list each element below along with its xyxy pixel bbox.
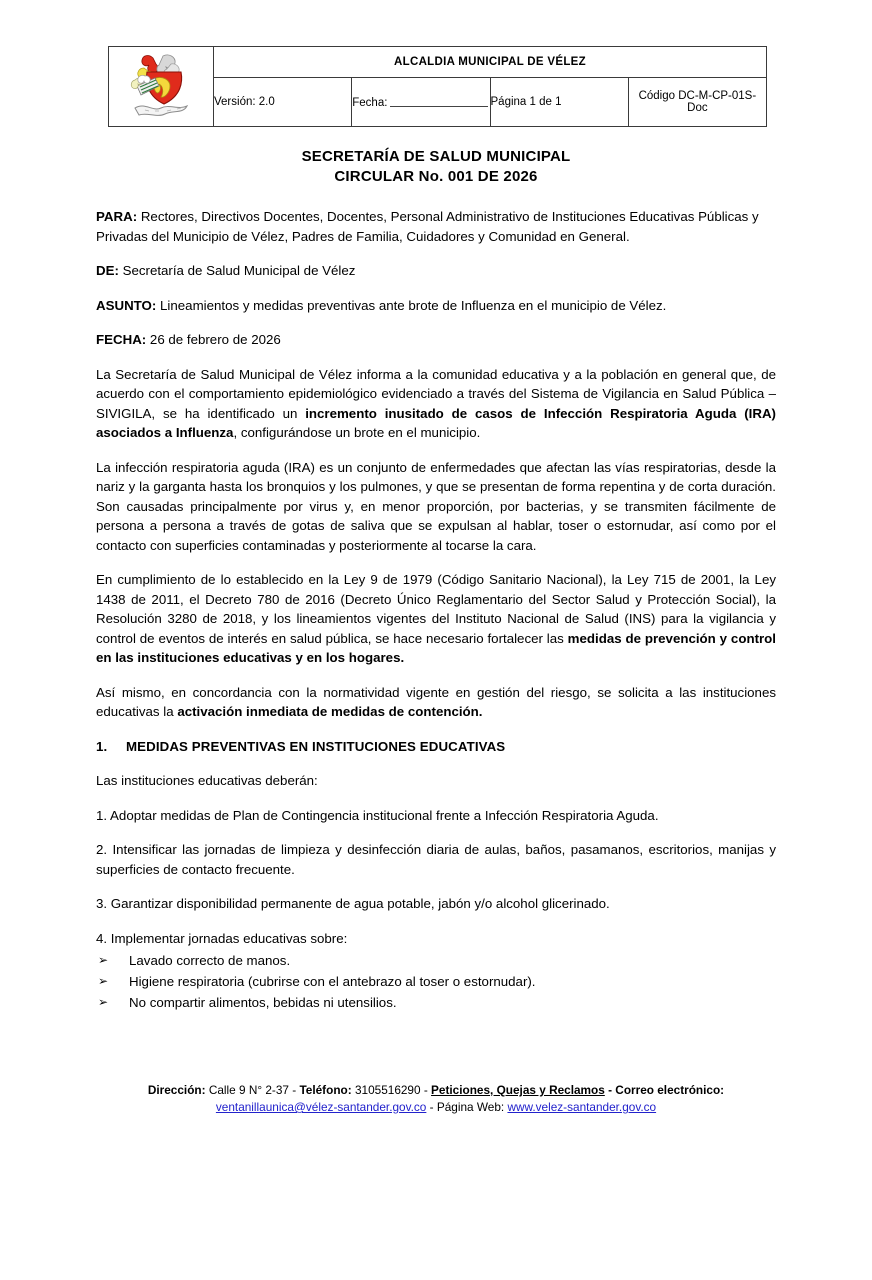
measure-item-1: 1. Adoptar medidas de Plan de Contingencia institucional frente a Infección Respiratoria Aguda. — [96, 807, 659, 823]
paragraph-outbreak-part1: La Secretaría de Salud Municipal de Vélez informa a la comunidad educativa y a la población en general que, de acuerdo con el comportamiento epidemiológico evidenciado a través del Sistema de Vigilancia en Salud Pública – SIVIGILA, se ha identificado un — [96, 366, 776, 421]
field-de — [96, 261, 776, 281]
document-body — [96, 207, 776, 1013]
version-cell: Versión: 2.0 — [214, 78, 352, 127]
section-1-number: 1. — [96, 738, 108, 754]
list-item — [96, 971, 776, 992]
field-asunto-label: ASUNTO: — [96, 297, 157, 313]
list-item — [96, 950, 776, 971]
field-asunto-value: Lineamientos y medidas preventivas ante brote de Influenza en el municipio de Vélez. — [156, 297, 667, 313]
footer-telefono-value: 3105516290 - — [351, 1083, 432, 1097]
list-item-label: No compartir alimentos, bebidas ni utensilios. — [129, 995, 397, 1010]
field-de-label: DE: — [96, 263, 119, 278]
field-asunto — [96, 296, 776, 316]
section-1-intro: Las instituciones educativas deberán: — [96, 773, 318, 788]
footer-separator: - — [426, 1100, 437, 1114]
measure-item-2: 2. Intensificar las jornadas de limpieza y desinfección diaria de aulas, baños, pasamanos, escritorios, manijas y superficies de contacto frecuente. — [96, 842, 776, 877]
fecha-blank-line[interactable] — [390, 95, 488, 107]
footer-website-link[interactable]: www.velez-santander.gov.co — [507, 1100, 657, 1114]
paragraph-ira-definition: La infección respiratoria aguda (IRA) es un conjunto de enfermedades que afectan las vías respiratorias, desde la nariz y la garganta hasta los bronquios y los pulmones, y que se presentan de forma repentina y de corta duración. Son causadas principalmente por virus y, en menor proporción, por bacterias, y se transmiten fácilmente de persona a persona a través de gotas de saliva que se expulsan al hablar, toser o estornudar, así como por el contacto con superficies contaminadas y posteriormente al tocarse la cara. — [96, 459, 776, 553]
section-1-heading — [96, 737, 776, 757]
paragraph-containment-part1: Así mismo, en concordancia con la normatividad vigente en gestión del riesgo, se solicita a las instituciones educativas la — [96, 684, 776, 719]
footer-pqr-link[interactable]: Peticiones, Quejas y Reclamos — [431, 1083, 605, 1097]
arrow-bullet-icon: ➢ — [98, 974, 109, 988]
list-item-label: Higiene respiratoria (cubrirse con el antebrazo al toser o estornudar). — [129, 974, 536, 989]
pagina-cell: Página 1 de 1 — [490, 78, 628, 127]
paragraph-outbreak — [96, 365, 776, 443]
paragraph-legal-part1: En cumplimiento de lo establecido en la Ley 9 de 1979 (Código Sanitario Nacional), la Ley 715 de 2001, la Ley 1438 de 2011, el Decreto 780 de 2016 (Decreto Único Reglamentario del Sector Salud y Protección Social), la Resolución 3280 de 2018, y los lineamientos vigentes del Instituto Nacional de Salud (INS) para la vigilancia y control de eventos de interés en salud pública, se hace necesario fortalecer las — [96, 572, 776, 646]
field-de-value: Secretaría de Salud Municipal de Vélez — [118, 263, 356, 278]
paragraph-legal-emphasis: medidas de prevención y control en las instituciones educativas y en los hogares. — [96, 630, 776, 665]
footer-correo-label: - Correo electrónico: — [604, 1083, 725, 1097]
arrow-bullet-icon: ➢ — [98, 953, 109, 967]
fecha-cell — [352, 78, 490, 127]
footer-line-1 — [96, 1082, 776, 1099]
document-footer — [96, 1082, 776, 1116]
arrow-bullet-icon: ➢ — [98, 995, 109, 1009]
page-title — [96, 147, 776, 187]
crest-logo-cell — [109, 47, 214, 127]
page-title-line1: SECRETARÍA DE SALUD MUNICIPAL — [301, 148, 571, 165]
field-para-label: PARA: — [96, 209, 138, 224]
measure-item-3: 3. Garantizar disponibilidad permanente de agua potable, jabón y/o alcohol glicerinado. — [96, 896, 610, 911]
footer-web-label: Página Web: — [436, 1100, 508, 1114]
field-para-value: Rectores, Directivos Docentes, Docentes, Personal Administrativo de Instituciones Educativas Públicas y Privadas del Municipio de Vélez, Padres de Familia, Cuidadores y Comunidad en General. — [96, 209, 759, 244]
footer-direccion-value: Calle 9 N° 2-37 - — [205, 1083, 300, 1097]
field-fecha — [96, 330, 776, 350]
field-fecha-label: FECHA: — [96, 332, 147, 347]
coat-of-arms-icon — [109, 52, 213, 122]
education-topics-list — [96, 950, 776, 1013]
field-para — [96, 207, 776, 246]
footer-direccion-label: Dirección: — [147, 1083, 206, 1097]
page-title-line2: CIRCULAR No. 001 DE 2026 — [334, 168, 538, 185]
paragraph-legal-framework — [96, 570, 776, 668]
fecha-label: Fecha: — [352, 97, 388, 109]
footer-email-link[interactable]: ventanillaunica@vélez-santander.gov.co — [215, 1100, 427, 1114]
footer-telefono-label: Teléfono: — [299, 1083, 352, 1097]
measure-item-4: 4. Implementar jornadas educativas sobre: — [96, 930, 348, 946]
section-1-title: MEDIDAS PREVENTIVAS EN INSTITUCIONES EDUCATIVAS — [126, 738, 506, 754]
list-item-label: Lavado correcto de manos. — [129, 953, 291, 968]
paragraph-containment-emphasis: activación inmediata de medidas de contención. — [177, 704, 483, 719]
document-header-table — [108, 46, 767, 127]
paragraph-containment — [96, 683, 776, 722]
footer-line-2 — [96, 1099, 776, 1116]
codigo-cell: Código DC-M-CP-01S-Doc — [628, 78, 766, 127]
entity-title-cell: ALCALDIA MUNICIPAL DE VÉLEZ — [214, 47, 767, 78]
list-item — [96, 992, 776, 1013]
paragraph-outbreak-part3: , configurándose un brote en el municipio. — [233, 425, 481, 440]
field-fecha-value: 26 de febrero de 2026 — [146, 332, 281, 347]
paragraph-outbreak-emphasis: incremento inusitado de casos de Infección Respiratoria Aguda (IRA) asociados a Influenza — [96, 405, 776, 440]
